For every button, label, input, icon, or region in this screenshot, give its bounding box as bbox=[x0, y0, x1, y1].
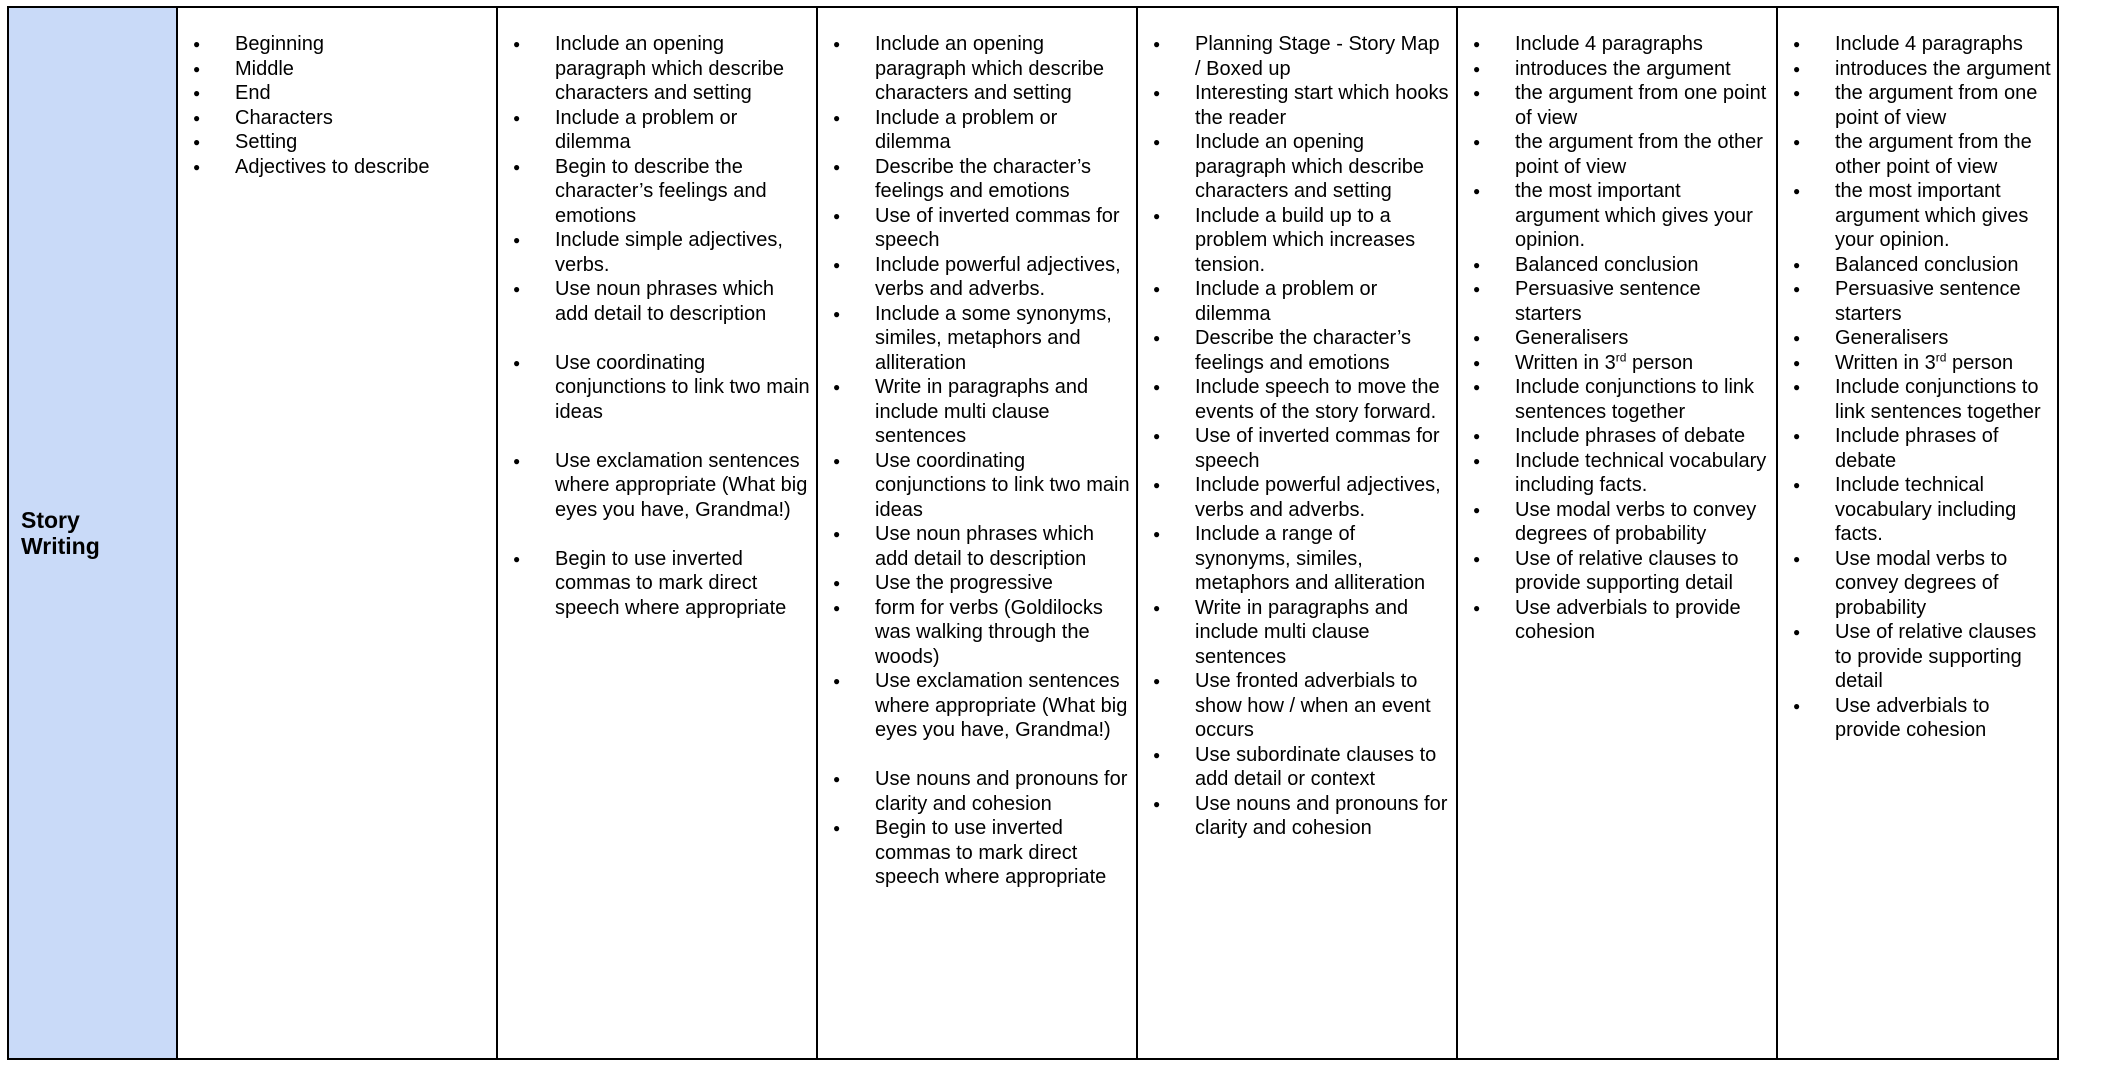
list-item bbox=[1778, 694, 2057, 743]
list-item bbox=[1778, 179, 2057, 253]
list-item-text: Write in paragraphs and include multi clause sentences bbox=[875, 376, 1089, 447]
list-item bbox=[818, 571, 1136, 596]
list-item-text: Balanced conclusion bbox=[1835, 253, 2019, 276]
list-item-text: the most important argument which gives your opinion. bbox=[1835, 180, 2029, 251]
list-item-text: Written in 3 bbox=[1515, 351, 1616, 374]
list-item bbox=[818, 302, 1136, 376]
list-item-text: Include an opening paragraph which describe characters and setting bbox=[875, 33, 1105, 104]
list-item-text: Use modal verbs to convey degrees of probability bbox=[1835, 547, 2008, 619]
list-item bbox=[178, 32, 496, 57]
list-item-text: the argument from the other point of view bbox=[1515, 131, 1763, 178]
list-item-text: introduces the argument bbox=[1515, 57, 1731, 80]
list-item bbox=[1138, 522, 1456, 596]
list-item bbox=[1458, 81, 1776, 130]
list-item-text: Characters bbox=[235, 106, 333, 129]
list-item-text: Use fronted adverbials to show how / when an event occurs bbox=[1195, 670, 1431, 741]
list-item bbox=[498, 228, 816, 277]
list-item bbox=[1138, 743, 1456, 792]
criteria-column-4 bbox=[1138, 8, 1458, 1058]
list-item bbox=[1138, 326, 1456, 375]
list-item bbox=[818, 253, 1136, 302]
list-item bbox=[818, 375, 1136, 449]
list-item bbox=[1458, 351, 1776, 376]
list-item-text: End bbox=[235, 82, 271, 104]
list-item bbox=[1778, 32, 2057, 57]
list-item bbox=[1138, 277, 1456, 326]
list-item-text: Describe the character’s feelings and emotions bbox=[1195, 327, 1412, 374]
row-label-cell bbox=[9, 8, 178, 1058]
list-item bbox=[1458, 596, 1776, 645]
list-item-text: Planning Stage - Story Map / Boxed up bbox=[1195, 33, 1440, 80]
criteria-list bbox=[178, 32, 496, 179]
list-item-text: Generalisers bbox=[1835, 327, 1949, 349]
list-item bbox=[1458, 179, 1776, 253]
criteria-column-2 bbox=[498, 8, 818, 1058]
list-item-text: Use subordinate clauses to add detail or context bbox=[1195, 743, 1437, 790]
list-item-text: Use nouns and pronouns for clarity and cohesion bbox=[1195, 792, 1448, 839]
list-item-text: Persuasive sentence starters bbox=[1515, 278, 1701, 325]
list-item-text: Include a some synonyms, similes, metaphors and alliteration bbox=[875, 302, 1112, 374]
list-item bbox=[1138, 669, 1456, 743]
list-item bbox=[1458, 32, 1776, 57]
list-item-text: Include phrases of debate bbox=[1835, 425, 1999, 472]
list-item bbox=[178, 57, 496, 82]
list-item bbox=[1778, 424, 2057, 473]
list-item bbox=[498, 547, 816, 621]
story-writing-table bbox=[7, 6, 2059, 1060]
list-item-text-after: person bbox=[1946, 351, 2014, 374]
list-item bbox=[1778, 473, 2057, 547]
criteria-list bbox=[1778, 32, 2057, 743]
list-item-text: Include 4 paragraphs bbox=[1515, 33, 1703, 55]
list-item-text: Describe the character’s feelings and emotions bbox=[875, 155, 1092, 202]
list-item bbox=[1138, 130, 1456, 204]
list-item-text: Include an opening paragraph which describe characters and setting bbox=[1195, 131, 1425, 202]
list-item-text: the most important argument which gives your opinion. bbox=[1515, 180, 1753, 251]
list-item bbox=[818, 449, 1136, 523]
list-item bbox=[818, 767, 1136, 816]
list-item-text: Begin to use inverted commas to mark direct speech where appropriate bbox=[555, 547, 787, 619]
list-item bbox=[498, 351, 816, 425]
list-item bbox=[1138, 375, 1456, 424]
list-item-text: Begin to describe the character’s feelings and emotions bbox=[555, 155, 767, 227]
list-item bbox=[1458, 547, 1776, 596]
list-item-text: Interesting start which hooks the reader bbox=[1195, 82, 1449, 129]
list-item-text: introduces the argument bbox=[1835, 57, 2051, 80]
list-item bbox=[1778, 326, 2057, 351]
list-item bbox=[1458, 130, 1776, 179]
criteria-column-6 bbox=[1778, 8, 2057, 1058]
list-item-text: Setting bbox=[235, 131, 298, 153]
list-item bbox=[818, 522, 1136, 571]
list-item-text: Use coordinating conjunctions to link two main ideas bbox=[555, 351, 810, 423]
list-item bbox=[818, 669, 1136, 743]
list-item bbox=[1778, 375, 2057, 424]
list-item bbox=[1138, 792, 1456, 841]
list-item-text: Use nouns and pronouns for clarity and cohesion bbox=[875, 768, 1128, 815]
row-label: Story Writing bbox=[21, 507, 100, 559]
list-item-text: Include conjunctions to link sentences together bbox=[1835, 376, 2041, 423]
list-item-text: Include an opening paragraph which describe characters and setting bbox=[555, 33, 785, 104]
list-item-text: Adjectives to describe bbox=[235, 155, 430, 178]
list-item bbox=[1138, 32, 1456, 81]
list-item bbox=[498, 32, 816, 106]
list-item bbox=[1778, 130, 2057, 179]
list-item-text: the argument from the other point of view bbox=[1835, 131, 2032, 178]
list-item bbox=[1138, 424, 1456, 473]
list-item-text: Use of relative clauses to provide supporting detail bbox=[1515, 547, 1739, 594]
criteria-column-1 bbox=[178, 8, 498, 1058]
list-item-text: Use the progressive bbox=[875, 572, 1053, 594]
criteria-list bbox=[1138, 32, 1456, 841]
list-item bbox=[1458, 449, 1776, 498]
list-item-text: the argument from one point of view bbox=[1515, 82, 1767, 129]
list-item-text: Written in 3 bbox=[1835, 351, 1936, 374]
list-item-text: Generalisers bbox=[1515, 327, 1629, 349]
list-item bbox=[1778, 547, 2057, 621]
list-item-text: Use of inverted commas for speech bbox=[875, 204, 1120, 251]
list-item-text: Include 4 paragraphs bbox=[1835, 33, 2023, 55]
list-item-text: Begin to use inverted commas to mark direct speech where appropriate bbox=[875, 817, 1107, 888]
list-item bbox=[818, 596, 1136, 670]
list-item bbox=[178, 130, 496, 155]
list-item-text: Balanced conclusion bbox=[1515, 253, 1699, 276]
list-item bbox=[818, 816, 1136, 890]
list-item-text: Persuasive sentence starters bbox=[1835, 278, 2021, 325]
list-item-text: Include powerful adjectives, verbs and adverbs. bbox=[875, 253, 1121, 300]
list-item-text: Include technical vocabulary including facts. bbox=[1835, 474, 2017, 545]
list-item bbox=[1778, 57, 2057, 82]
list-item bbox=[1138, 81, 1456, 130]
criteria-column-3 bbox=[818, 8, 1138, 1058]
list-item bbox=[1778, 351, 2057, 376]
list-item bbox=[1458, 277, 1776, 326]
list-item bbox=[1458, 57, 1776, 82]
list-item bbox=[1458, 326, 1776, 351]
list-item bbox=[1778, 620, 2057, 694]
list-item-text: Include a problem or dilemma bbox=[555, 106, 738, 153]
list-item bbox=[1138, 596, 1456, 670]
list-item-text: Include a problem or dilemma bbox=[875, 106, 1058, 153]
list-item-text: the argument from one point of view bbox=[1835, 82, 2038, 129]
list-item-text: Use coordinating conjunctions to link two main ideas bbox=[875, 449, 1130, 521]
criteria-column-5 bbox=[1458, 8, 1778, 1058]
ordinal-suffix: rd bbox=[1935, 349, 1947, 364]
list-item-text: Include speech to move the events of the story forward. bbox=[1195, 376, 1440, 423]
list-item-text: Use exclamation sentences where appropriate (What big eyes you have, Grandma!) bbox=[875, 670, 1128, 741]
list-item-text: Use adverbials to provide cohesion bbox=[1515, 596, 1741, 643]
list-item-text: Include a build up to a problem which increases tension. bbox=[1195, 204, 1416, 276]
list-item bbox=[1458, 375, 1776, 424]
list-item bbox=[178, 155, 496, 180]
list-item bbox=[818, 106, 1136, 155]
criteria-list bbox=[498, 32, 816, 620]
list-item bbox=[818, 32, 1136, 106]
list-item bbox=[1458, 498, 1776, 547]
list-item bbox=[1778, 277, 2057, 326]
list-item-text: Use exclamation sentences where appropriate (What big eyes you have, Grandma!) bbox=[555, 449, 808, 521]
ordinal-suffix: rd bbox=[1615, 349, 1627, 364]
criteria-list bbox=[818, 32, 1136, 890]
list-item-text: Use noun phrases which add detail to description bbox=[875, 523, 1095, 570]
list-item-text: form for verbs (Goldilocks was walking through the woods) bbox=[875, 596, 1103, 668]
list-item-text: Include technical vocabulary including facts. bbox=[1515, 449, 1767, 496]
criteria-list bbox=[1458, 32, 1776, 645]
list-item bbox=[818, 204, 1136, 253]
list-item-text: Middle bbox=[235, 57, 294, 80]
list-item bbox=[818, 155, 1136, 204]
list-item-text-after: person bbox=[1626, 351, 1694, 374]
list-item bbox=[1138, 473, 1456, 522]
list-item bbox=[1778, 81, 2057, 130]
list-item bbox=[1458, 424, 1776, 449]
list-item bbox=[178, 81, 496, 106]
list-item bbox=[1458, 253, 1776, 278]
list-item-text: Include a range of synonyms, similes, metaphors and alliteration bbox=[1195, 523, 1426, 594]
list-item bbox=[1138, 204, 1456, 278]
list-item bbox=[498, 277, 816, 326]
list-item bbox=[1778, 253, 2057, 278]
list-item-text: Use of relative clauses to provide supporting detail bbox=[1835, 621, 2037, 692]
list-item bbox=[498, 449, 816, 523]
list-item-text: Include phrases of debate bbox=[1515, 425, 1746, 447]
list-item-text: Use adverbials to provide cohesion bbox=[1835, 694, 1990, 741]
list-item-text: Use noun phrases which add detail to description bbox=[555, 278, 775, 325]
list-item-text: Include simple adjectives, verbs. bbox=[555, 229, 783, 276]
list-item bbox=[498, 155, 816, 229]
list-item bbox=[178, 106, 496, 131]
list-item-text: Include powerful adjectives, verbs and adverbs. bbox=[1195, 474, 1441, 521]
list-item-text: Include conjunctions to link sentences together bbox=[1515, 376, 1755, 423]
list-item-text: Use of inverted commas for speech bbox=[1195, 425, 1440, 472]
list-item-text: Write in paragraphs and include multi clause sentences bbox=[1195, 596, 1409, 668]
list-item-text: Use modal verbs to convey degrees of probability bbox=[1515, 498, 1757, 545]
list-item-text: Include a problem or dilemma bbox=[1195, 278, 1378, 325]
list-item bbox=[498, 106, 816, 155]
list-item-text: Beginning bbox=[235, 33, 324, 55]
